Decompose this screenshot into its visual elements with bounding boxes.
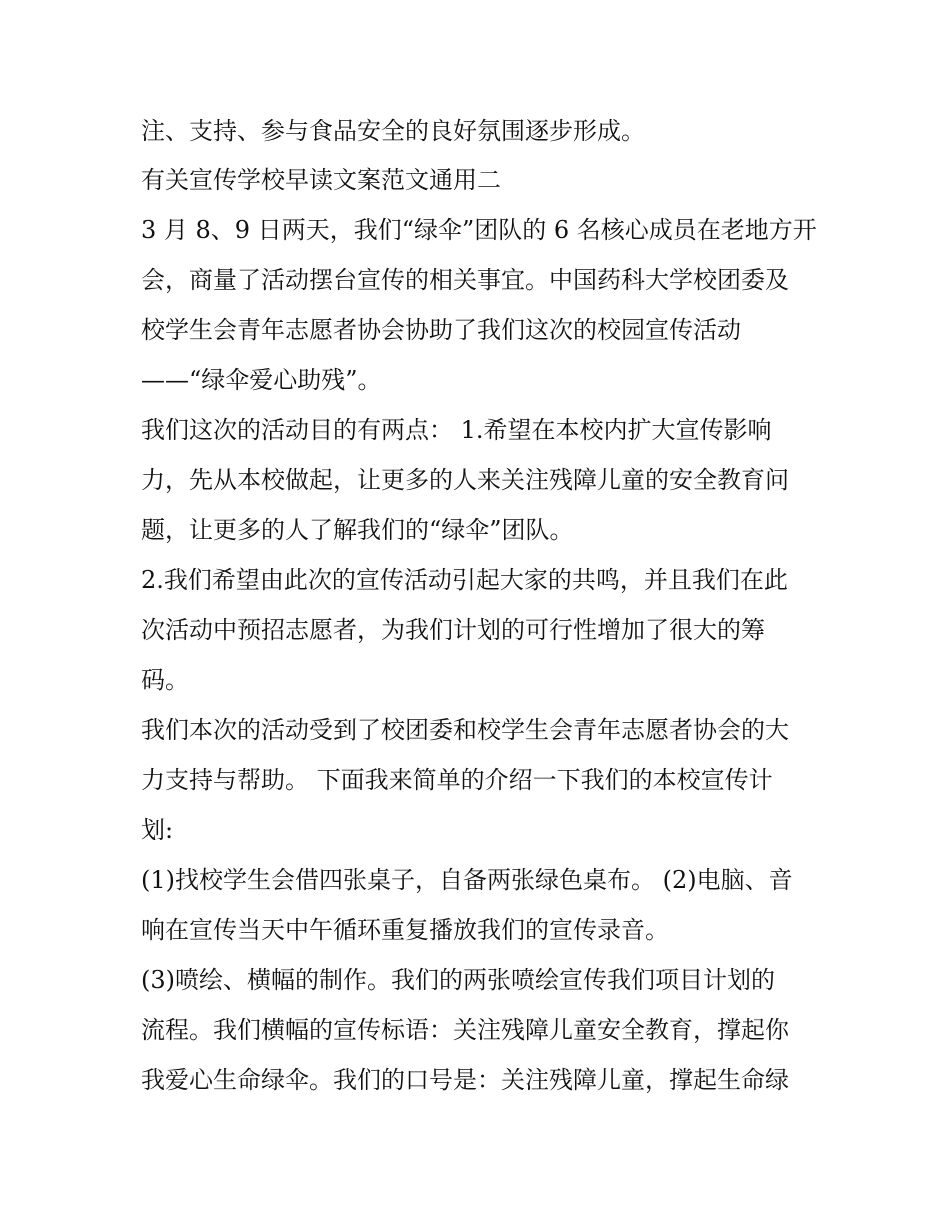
text-line: 校学生会青年志愿者协会协助了我们这次的校园宣传活动	[141, 316, 741, 344]
text-line: (1)找校学生会借四张桌子，自备两张绿色桌布。 (2)电脑、音	[141, 866, 793, 894]
text-line: 我爱心生命绿伞。我们的口号是：关注残障儿童，撑起生命绿	[141, 1066, 789, 1094]
text-line: (3)喷绘、横幅的制作。我们的两张喷绘宣传我们项目计划的	[141, 966, 775, 994]
text-line: ——“绿伞爱心助残”。	[141, 366, 382, 394]
text-line: 码。	[141, 666, 189, 694]
text-line: 我们本次的活动受到了校团委和校学生会青年志愿者协会的大	[141, 716, 789, 744]
text-line: 力，先从本校做起，让更多的人来关注残障儿童的安全教育问	[141, 466, 789, 494]
text-line: 2.我们希望由此次的宣传活动引起大家的共鸣，并且我们在此	[141, 566, 788, 594]
section-heading: 有关宣传学校早读文案范文通用二	[141, 166, 501, 194]
text-line: 我们这次的活动目的有两点： 1.希望在本校内扩大宣传影响	[141, 416, 772, 444]
text-line: 3 月 8、9 日两天，我们“绿伞”团队的 6 名核心成员在老地方开	[141, 216, 817, 244]
text-line: 流程。我们横幅的宣传标语：关注残障儿童安全教育，撑起你	[141, 1016, 789, 1044]
text-line: 注、支持、参与食品安全的良好氛围逐步形成。	[141, 117, 645, 145]
text-line: 题，让更多的人了解我们的“绿伞”团队。	[141, 516, 574, 544]
text-line: 划:	[141, 816, 174, 844]
text-line: 次活动中预招志愿者，为我们计划的可行性增加了很大的筹	[141, 616, 765, 644]
text-line: 响在宣传当天中午循环重复播放我们的宣传录音。	[141, 916, 669, 944]
text-line: 会，商量了活动摆台宣传的相关事宜。中国药科大学校团委及	[141, 266, 789, 294]
text-line: 力支持与帮助。 下面我来简单的介绍一下我们的本校宣传计	[141, 766, 773, 794]
